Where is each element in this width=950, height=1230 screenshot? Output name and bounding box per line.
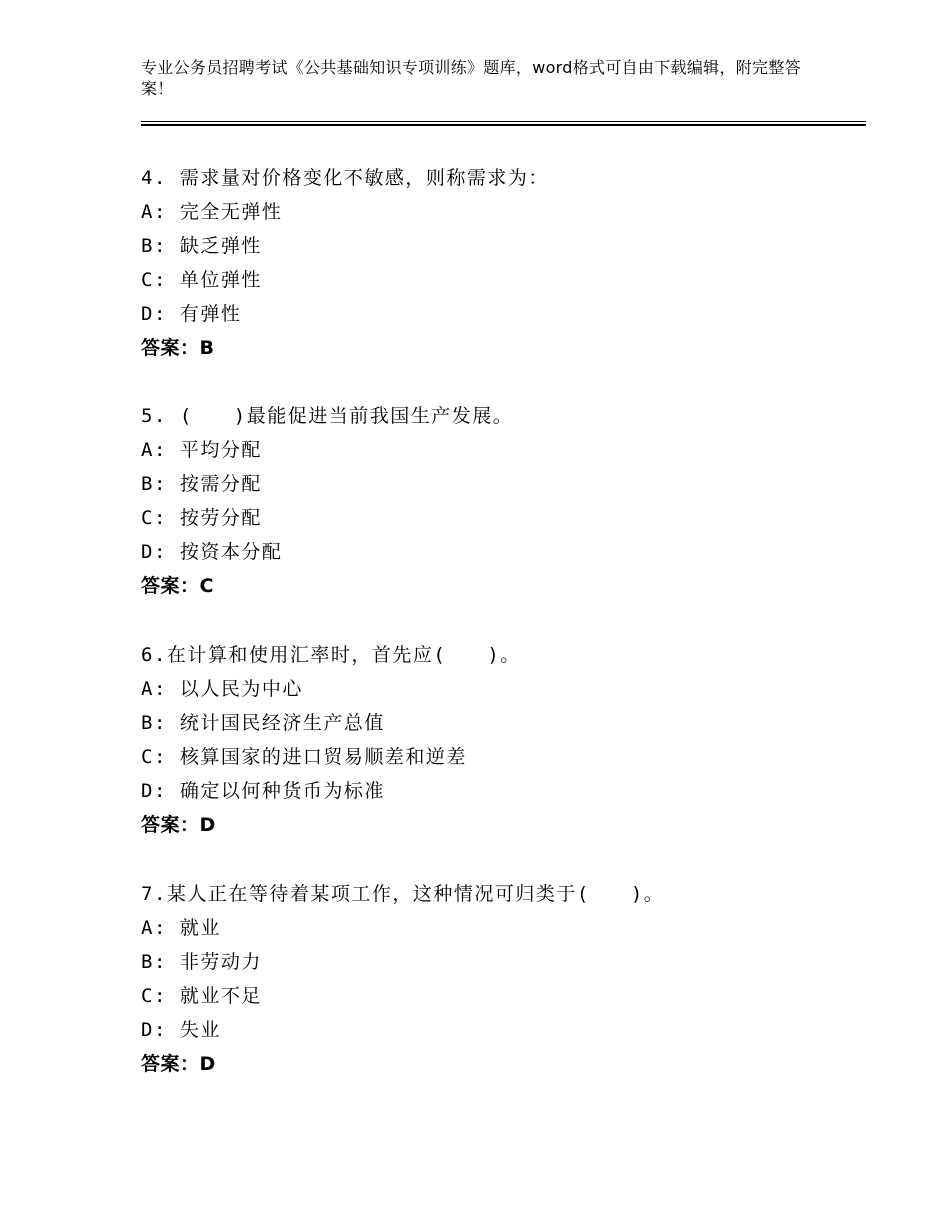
answer-label: 答案：	[141, 575, 200, 597]
header-divider-thin	[141, 121, 866, 122]
option-b: B: 按需分配	[141, 473, 262, 495]
answer-line	[141, 808, 861, 842]
option-c: C: 核算国家的进口贸易顺差和逆差	[141, 746, 467, 768]
answer-line	[141, 569, 861, 603]
question-block	[141, 399, 861, 603]
option-c: C: 按劳分配	[141, 507, 262, 529]
option-b: B: 统计国民经济生产总值	[141, 712, 385, 734]
option-a: A: 就业	[141, 917, 221, 939]
question-stem: 6.在计算和使用汇率时，首先应( )。	[141, 644, 521, 666]
option-d: D: 按资本分配	[141, 541, 283, 563]
question-block	[141, 161, 861, 365]
answer-value: C	[199, 575, 214, 597]
answer-label: 答案：	[141, 1053, 200, 1075]
document-header	[141, 57, 801, 99]
header-divider-thick	[141, 124, 866, 126]
option-c: C: 单位弹性	[141, 269, 262, 291]
answer-value: D	[199, 814, 216, 836]
answer-line	[141, 1047, 861, 1081]
option-d: D: 失业	[141, 1019, 221, 1041]
option-a: A: 平均分配	[141, 439, 262, 461]
answer-label: 答案：	[141, 814, 200, 836]
option-a: A: 完全无弹性	[141, 201, 283, 223]
answer-line	[141, 331, 861, 365]
question-stem: 4. 需求量对价格变化不敏感，则称需求为：	[141, 167, 549, 189]
option-a: A: 以人民为中心	[141, 678, 303, 700]
option-b: B: 非劳动力	[141, 951, 262, 973]
question-block	[141, 877, 861, 1081]
header-title: 专业公务员招聘考试《公共基础知识专项训练》题库，word格式可自由下载编辑，附完整答案！	[141, 58, 801, 98]
question-stem: 7.某人正在等待着某项工作，这种情况可归类于( )。	[141, 883, 665, 905]
option-d: D: 有弹性	[141, 303, 242, 325]
answer-value: B	[199, 337, 215, 359]
option-d: D: 确定以何种货币为标准	[141, 780, 385, 802]
question-stem: 5. ( )最能促进当前我国生产发展。	[141, 405, 514, 427]
answer-value: D	[199, 1053, 216, 1075]
option-b: B: 缺乏弹性	[141, 235, 262, 257]
answer-label: 答案：	[141, 337, 200, 359]
option-c: C: 就业不足	[141, 985, 262, 1007]
question-block	[141, 638, 861, 842]
